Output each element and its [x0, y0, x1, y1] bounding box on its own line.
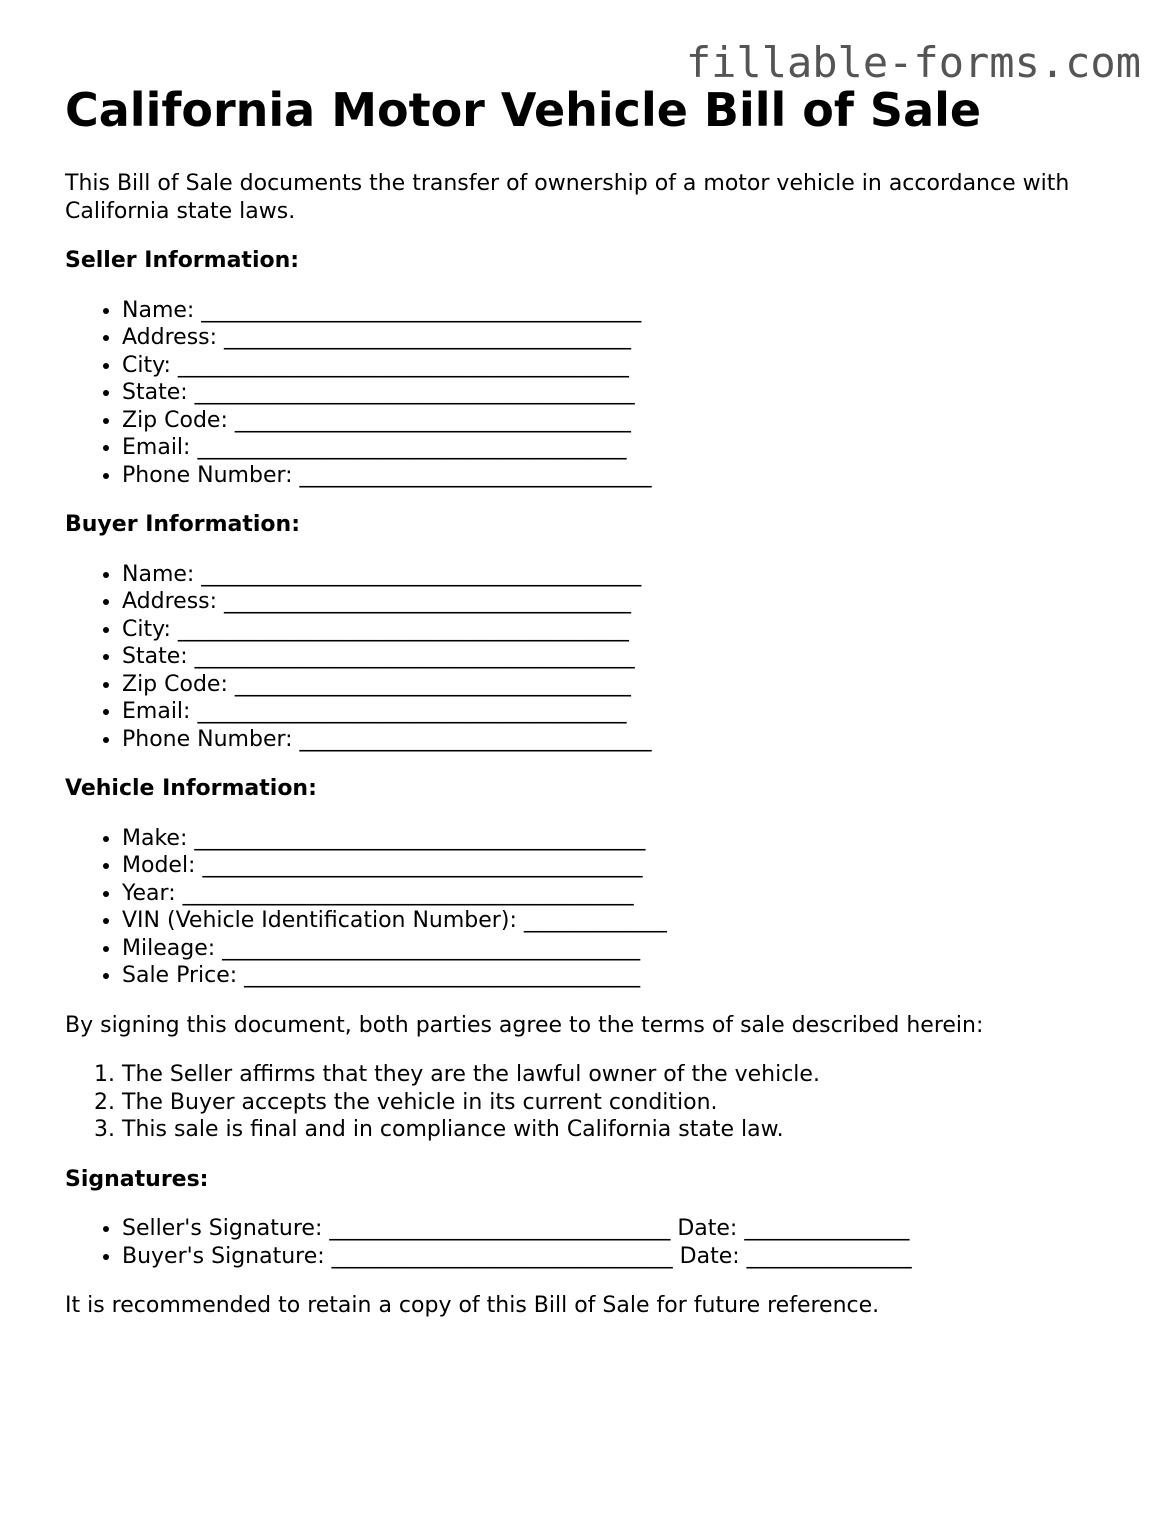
buyer-heading: Buyer Information: [65, 512, 300, 537]
agreement-intro: By signing this document, both parties agree to the terms of sale described herein: [65, 1012, 984, 1038]
seller-heading: Seller Information: [65, 248, 300, 273]
vehicle-vin-field[interactable]: • VIN (Vehicle Identification Number): _____________ [122, 907, 1125, 935]
vehicle-year-field[interactable]: • Year: _________________________________________ [122, 880, 1125, 908]
intro-paragraph: This Bill of Sale documents the transfer of ownership of a motor vehicle in accordance with California state laws. [65, 171, 1070, 224]
vehicle-mileage-field[interactable]: • Mileage: ______________________________________ [122, 935, 1125, 963]
buyer-address-field[interactable]: • Address: _____________________________________ [122, 588, 1125, 616]
term-item: 2. The Buyer accepts the vehicle in its current condition. [122, 1089, 1125, 1117]
vehicle-model-field[interactable]: • Model: ________________________________________ [122, 852, 1125, 880]
seller-phone-field[interactable]: • Phone Number: ________________________________ [122, 462, 1125, 490]
vehicle-fields-list [65, 825, 1125, 990]
vehicle-sale-price-field[interactable]: • Sale Price: ____________________________________ [122, 962, 1125, 990]
buyer-zip-field[interactable]: • Zip Code: ____________________________________ [122, 671, 1125, 699]
buyer-signature-line[interactable]: • Buyer's Signature: _______________________________ Date: _______________ [122, 1243, 1125, 1271]
terms-list [65, 1061, 1125, 1144]
seller-signature-line[interactable]: • Seller's Signature: _______________________________ Date: _______________ [122, 1215, 1125, 1243]
buyer-phone-field[interactable]: • Phone Number: ________________________________ [122, 726, 1125, 754]
document [65, 82, 1125, 1320]
buyer-name-field[interactable]: • Name: ________________________________________ [122, 561, 1125, 589]
buyer-city-field[interactable]: • City: _________________________________________ [122, 616, 1125, 644]
seller-address-field[interactable]: • Address: _____________________________________ [122, 324, 1125, 352]
buyer-state-field[interactable]: • State: ________________________________________ [122, 643, 1125, 671]
watermark: fillable-forms.com [685, 38, 1141, 87]
seller-email-field[interactable]: • Email: _______________________________________ [122, 434, 1125, 462]
vehicle-make-field[interactable]: • Make: _________________________________________ [122, 825, 1125, 853]
page-title: California Motor Vehicle Bill of Sale [65, 83, 982, 137]
term-item: 1. The Seller affirms that they are the lawful owner of the vehicle. [122, 1061, 1125, 1089]
seller-name-field[interactable]: • Name: ________________________________________ [122, 297, 1125, 325]
seller-state-field[interactable]: • State: ________________________________________ [122, 379, 1125, 407]
vehicle-heading: Vehicle Information: [65, 776, 317, 801]
signatures-list [65, 1215, 1125, 1270]
seller-fields-list [65, 297, 1125, 490]
signatures-heading: Signatures: [65, 1166, 209, 1192]
buyer-email-field[interactable]: • Email: _______________________________________ [122, 698, 1125, 726]
term-item: 3. This sale is final and in compliance with California state law. [122, 1116, 1125, 1144]
seller-zip-field[interactable]: • Zip Code: ____________________________________ [122, 407, 1125, 435]
buyer-fields-list [65, 561, 1125, 754]
seller-city-field[interactable]: • City: _________________________________________ [122, 352, 1125, 380]
closing-note: It is recommended to retain a copy of this Bill of Sale for future reference. [65, 1293, 880, 1318]
